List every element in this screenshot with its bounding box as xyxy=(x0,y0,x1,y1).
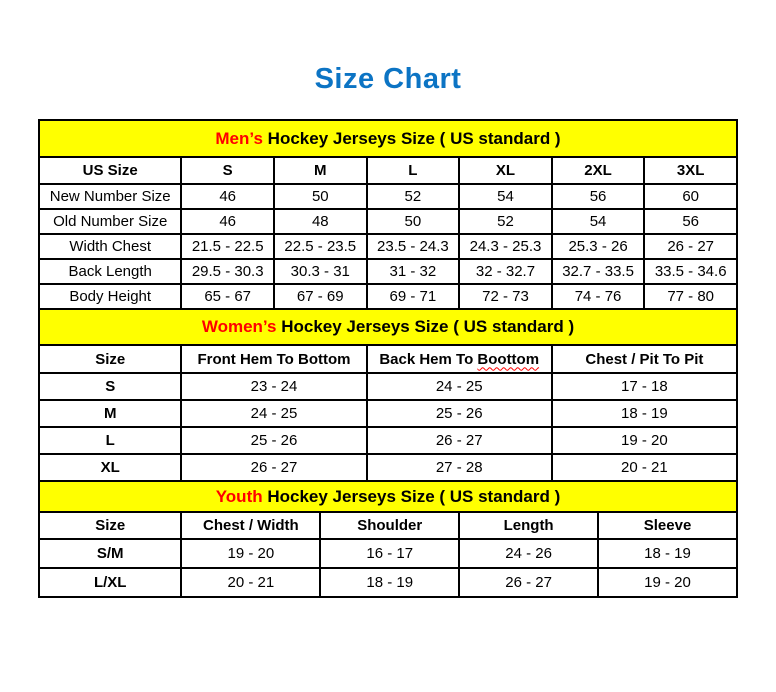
value-cell: 25 - 26 xyxy=(181,427,366,454)
page-title: Size Chart xyxy=(314,63,462,95)
women-band-highlight: Women’s xyxy=(201,317,277,336)
value-cell: 50 xyxy=(274,184,367,209)
value-cell: 52 xyxy=(367,184,460,209)
men-band-highlight: Men’s xyxy=(215,128,263,148)
value-cell: 25 - 26 xyxy=(367,400,552,427)
value-cell: 25.3 - 26 xyxy=(552,234,645,259)
column-header: Chest / Width xyxy=(181,512,320,539)
value-cell: 26 - 27 xyxy=(367,427,552,454)
value-cell: 72 - 73 xyxy=(459,284,552,309)
mens-size-table xyxy=(38,119,738,310)
value-cell: 54 xyxy=(459,184,552,209)
row-label: Back Length xyxy=(39,259,181,284)
youth-header-row xyxy=(39,512,737,539)
womens-size-table xyxy=(38,308,738,482)
column-header: Chest / Pit To Pit xyxy=(552,345,737,373)
value-cell: 32.7 - 33.5 xyxy=(552,259,645,284)
youth-band-highlight: Youth xyxy=(215,486,263,506)
column-header: Size xyxy=(39,512,181,539)
men-header-row xyxy=(39,157,737,184)
value-cell: 24 - 25 xyxy=(367,373,552,400)
row-label: L xyxy=(39,427,181,454)
value-cell: 19 - 20 xyxy=(598,568,737,597)
table-row xyxy=(39,400,737,427)
column-header: Back Hem To Boottom xyxy=(367,345,552,373)
value-cell: 18 - 19 xyxy=(552,400,737,427)
value-cell: 46 xyxy=(181,209,274,234)
value-cell: 32 - 32.7 xyxy=(459,259,552,284)
value-cell: 54 xyxy=(552,209,645,234)
value-cell: 48 xyxy=(274,209,367,234)
row-label: Width Chest xyxy=(39,234,181,259)
table-row xyxy=(39,259,737,284)
youth-band-text: Hockey Jerseys Size ( US standard ) xyxy=(267,486,561,506)
table-row xyxy=(39,568,737,597)
men-band-text: Hockey Jerseys Size ( US standard ) xyxy=(267,128,561,148)
value-cell: 77 - 80 xyxy=(644,284,737,309)
value-cell: 30.3 - 31 xyxy=(274,259,367,284)
value-cell: 31 - 32 xyxy=(367,259,460,284)
value-cell: 24 - 26 xyxy=(459,539,598,568)
value-cell: 24.3 - 25.3 xyxy=(459,234,552,259)
value-cell: 65 - 67 xyxy=(181,284,274,309)
column-header: M xyxy=(274,157,367,184)
value-cell: 19 - 20 xyxy=(552,427,737,454)
column-header: 3XL xyxy=(644,157,737,184)
column-header: Shoulder xyxy=(320,512,459,539)
column-header: Sleeve xyxy=(598,512,737,539)
men-band-title xyxy=(39,120,737,157)
value-cell: 29.5 - 30.3 xyxy=(181,259,274,284)
women-band-title xyxy=(39,309,737,345)
youth-size-table xyxy=(38,480,738,598)
value-cell: 56 xyxy=(644,209,737,234)
women-header-row xyxy=(39,345,737,373)
value-cell: 20 - 21 xyxy=(552,454,737,481)
value-cell: 27 - 28 xyxy=(367,454,552,481)
table-row xyxy=(39,184,737,209)
youth-band-title xyxy=(39,481,737,512)
size-charts-container xyxy=(38,119,738,598)
value-cell: 60 xyxy=(644,184,737,209)
value-cell: 23 - 24 xyxy=(181,373,366,400)
column-header: US Size xyxy=(39,157,181,184)
value-cell: 46 xyxy=(181,184,274,209)
misspelled-word: Boottom xyxy=(477,350,540,368)
column-header: Front Hem To Bottom xyxy=(181,345,366,373)
value-cell: 24 - 25 xyxy=(181,400,366,427)
column-header: Size xyxy=(39,345,181,373)
table-row xyxy=(39,427,737,454)
value-cell: 56 xyxy=(552,184,645,209)
value-cell: 23.5 - 24.3 xyxy=(367,234,460,259)
column-header: Length xyxy=(459,512,598,539)
value-cell: 17 - 18 xyxy=(552,373,737,400)
value-cell: 22.5 - 23.5 xyxy=(274,234,367,259)
table-row xyxy=(39,454,737,481)
row-label: New Number Size xyxy=(39,184,181,209)
table-row xyxy=(39,539,737,568)
value-cell: 19 - 20 xyxy=(181,539,320,568)
table-row xyxy=(39,234,737,259)
column-header: 2XL xyxy=(552,157,645,184)
column-header: S xyxy=(181,157,274,184)
value-cell: 20 - 21 xyxy=(181,568,320,597)
row-label: Old Number Size xyxy=(39,209,181,234)
row-label: XL xyxy=(39,454,181,481)
row-label: L/XL xyxy=(39,568,181,597)
row-label: S xyxy=(39,373,181,400)
women-band-text: Hockey Jerseys Size ( US standard ) xyxy=(281,317,575,336)
value-cell: 26 - 27 xyxy=(181,454,366,481)
value-cell: 67 - 69 xyxy=(274,284,367,309)
value-cell: 52 xyxy=(459,209,552,234)
table-row xyxy=(39,209,737,234)
value-cell: 50 xyxy=(367,209,460,234)
value-cell: 69 - 71 xyxy=(367,284,460,309)
column-header: XL xyxy=(459,157,552,184)
value-cell: 33.5 - 34.6 xyxy=(644,259,737,284)
row-label: S/M xyxy=(39,539,181,568)
value-cell: 16 - 17 xyxy=(320,539,459,568)
value-cell: 18 - 19 xyxy=(320,568,459,597)
value-cell: 21.5 - 22.5 xyxy=(181,234,274,259)
value-cell: 26 - 27 xyxy=(644,234,737,259)
row-label: Body Height xyxy=(39,284,181,309)
table-row xyxy=(39,284,737,309)
column-header: L xyxy=(367,157,460,184)
table-row xyxy=(39,373,737,400)
row-label: M xyxy=(39,400,181,427)
value-cell: 26 - 27 xyxy=(459,568,598,597)
value-cell: 74 - 76 xyxy=(552,284,645,309)
value-cell: 18 - 19 xyxy=(598,539,737,568)
